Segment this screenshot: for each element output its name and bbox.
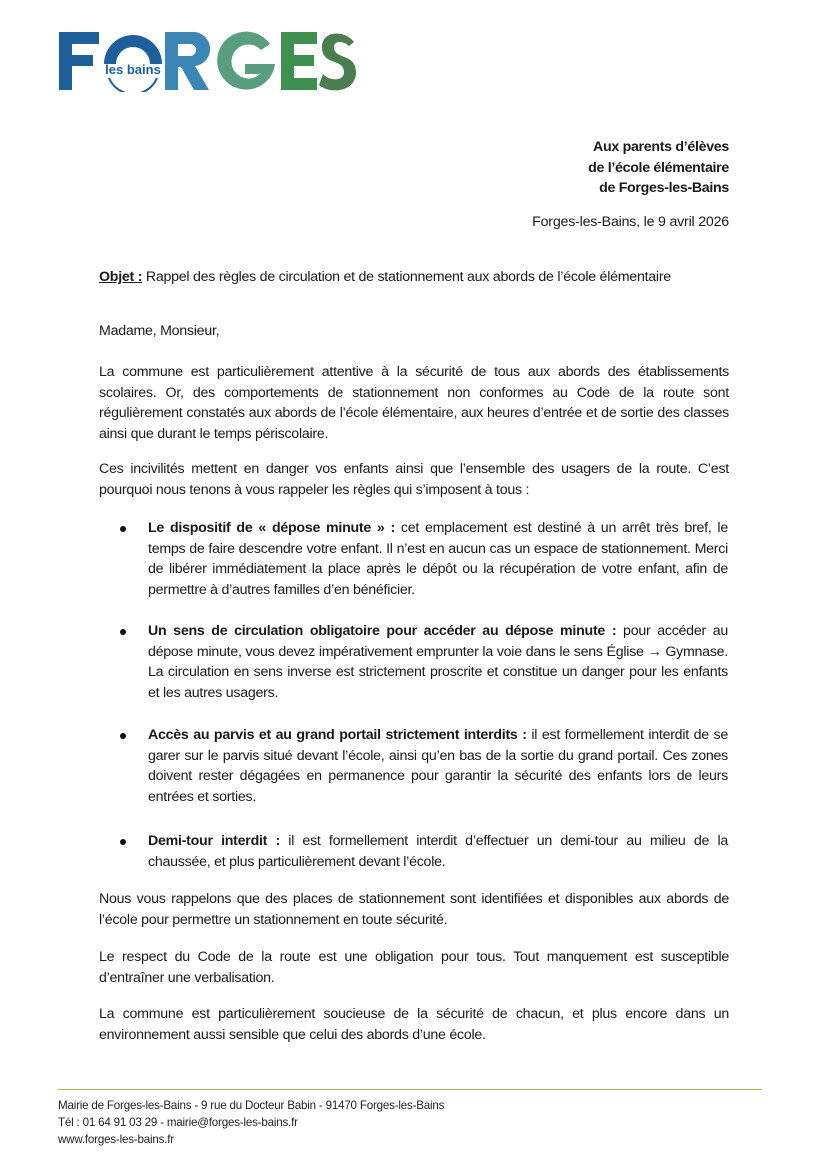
- footer-address: Mairie de Forges-les-Bains - 9 rue du Docteur Babin - 91470 Forges-les-Bains: [58, 1099, 445, 1112]
- rule-text: il est formellement interdit de se garer sur le parvis situé devant l’école, ainsi qu’en bas de la sortie du grand portail. Ces zones doivent rester dégagées en permanence pour garantir la sécurité des enfants lors de leurs entrées et sorties.: [148, 727, 729, 806]
- logo-letter-g: [217, 32, 275, 90]
- subject-text: Rappel des règles de circulation et de stationnement aux abords de l’école élémentaire: [142, 269, 671, 285]
- rule-item: [120, 518, 728, 601]
- rule-title: Accès au parvis et au grand portail strictement interdits :: [148, 727, 527, 743]
- footer-contact: Tél : 01 64 91 03 29 - mairie@forges-les-bains.fr: [58, 1116, 298, 1129]
- recipient-line: Aux parents d’élèves: [593, 139, 729, 155]
- rule-title: Un sens de circulation obligatoire pour accéder au dépose minute :: [148, 623, 617, 639]
- rule-title: Demi-tour interdit :: [148, 833, 280, 849]
- logo-letter-f: [59, 32, 99, 90]
- footer: [58, 1097, 444, 1148]
- recipient-block: [588, 137, 729, 199]
- footer-divider: [58, 1089, 762, 1090]
- logo-subtitle: les bains: [105, 62, 161, 77]
- recipient-line: de l’école élémentaire: [588, 159, 729, 176]
- rule-text: pour accéder au dépose minute, vous devez impérativement emprunter la voie dans le sens Église → Gymnase. La circulation en sens inverse est strictement proscrite et constitue un danger pour les enfants et les autres usagers.: [148, 623, 728, 702]
- subject-line: [99, 267, 729, 288]
- reminder-paragraph: Ces incivilités mettent en danger vos enfants ainsi que l’ensemble des usagers de la route. C’est pourquoi nous tenons à vous rappeler les règles qui s’imposent à tous :: [99, 461, 729, 498]
- closing-paragraph: La commune est particulièrement soucieuse de la sécurité de chacun, et plus encore dans un environnement aussi sensible que celui des abords d’une école.: [99, 1006, 729, 1043]
- rule-item: [120, 831, 728, 872]
- rule-item: [120, 725, 728, 808]
- parking-paragraph: Nous vous rappelons que des places de stationnement sont identifiées et disponibles aux abords de l’école pour permettre un stationnement en toute sécurité.: [99, 891, 729, 928]
- rule-title: Le dispositif de « dépose minute » :: [148, 520, 395, 536]
- bullet-icon: [120, 733, 126, 739]
- enforcement-paragraph: Le respect du Code de la route est une obligation pour tous. Tout manquement est susceptible d’entraîner une verbalisation.: [99, 949, 729, 986]
- footer-website-link[interactable]: www.forges-les-bains.fr: [58, 1133, 174, 1146]
- bullet-icon: [120, 629, 126, 635]
- subject-label: Objet :: [99, 269, 143, 285]
- letter-date: Forges-les-Bains, le 9 avril 2026: [532, 214, 729, 230]
- salutation: Madame, Monsieur,: [99, 323, 220, 339]
- rule-item: [120, 621, 728, 704]
- logo-letter-e: [281, 32, 317, 90]
- intro-paragraph: La commune est particulièrement attentive à la sécurité de tous aux abords des établissements scolaires. Or, des comportements de stationnement non conformes au Code de la route sont régulièrement constatés aux abords de l’école élémentaire, aux heures d’entrée et de sortie des classes ainsi que durant le temps périscolaire.: [99, 364, 729, 443]
- bullet-icon: [120, 526, 126, 532]
- rule-text: cet emplacement est destiné à un arrêt très bref, le temps de faire descendre votre enfant. Il n’est en aucun cas un espace de stationnement. Merci de libérer immédiatement la place après le dépôt ou la récupération de votre enfant, afin de permettre à d’autres familles d’en bénéficier.: [148, 520, 728, 599]
- logo-letter-r: [165, 32, 210, 90]
- forges-les-bains-logo: [57, 30, 357, 92]
- rule-text: il est formellement interdit d’effectuer un demi-tour au milieu de la chaussée, et plus particulièrement devant l’école.: [148, 833, 729, 870]
- logo-letter-s: [319, 34, 356, 91]
- bullet-icon: [120, 839, 126, 845]
- recipient-line: de Forges-les-Bains: [599, 180, 729, 196]
- logo-letter-o-arch: [104, 35, 162, 92]
